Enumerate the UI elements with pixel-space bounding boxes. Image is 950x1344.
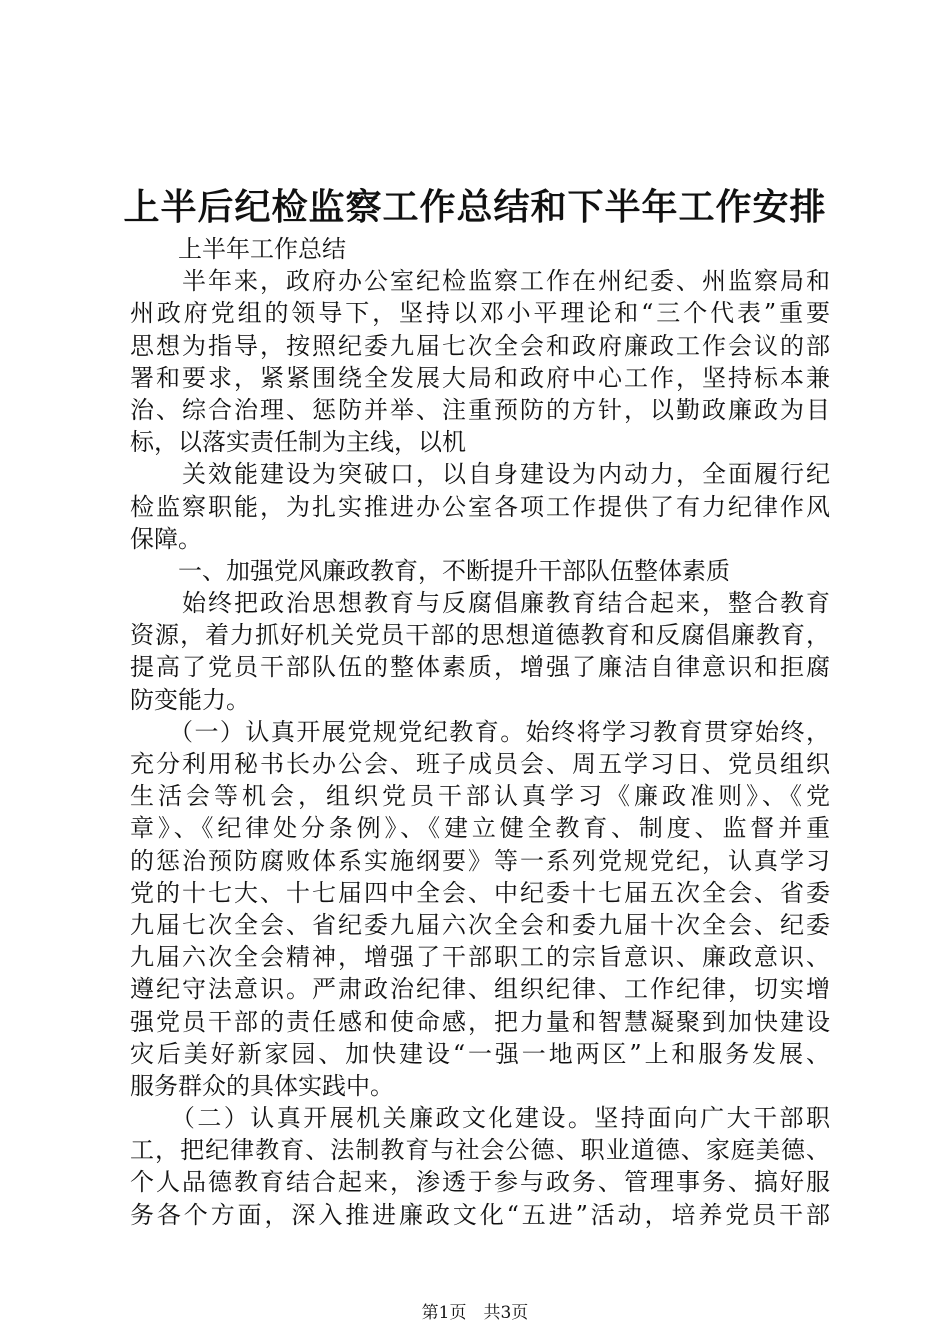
body-text-line: 署和要求，紧紧围绕全发展大局和政府中心工作，坚持标本兼 — [130, 363, 830, 392]
document-body — [130, 233, 830, 1231]
body-text-line: 工，把纪律教育、法制教育与社会公德、职业道德、家庭美德、 — [130, 1136, 830, 1165]
body-text-line: 个人品德教育结合起来，渗透于参与政务、管理事务、搞好服 — [130, 1168, 830, 1197]
body-text-line: 思想为指导，按照纪委九届七次全会和政府廉政工作会议的部 — [130, 331, 830, 360]
body-text-line: 生活会等机会，组织党员干部认真学习《廉政准则》、《党 — [130, 782, 830, 811]
body-text-line: 上半年工作总结 — [130, 235, 346, 263]
body-text-line: （二）认真开展机关廉政文化建设。坚持面向广大干部职 — [130, 1104, 830, 1133]
body-text-line: 章》、《纪律处分条例》、《建立健全教育、制度、监督并重 — [130, 814, 830, 843]
body-text-line: 资源，着力抓好机关党员干部的思想道德教育和反腐倡廉教育， — [130, 621, 830, 650]
body-text-line: 治、综合治理、惩防并举、注重预防的方针，以勤政廉政为目 — [130, 395, 830, 424]
body-text-line: 标，以落实责任制为主线，以机 — [130, 428, 466, 457]
document-title: 上半后纪检监察工作总结和下半年工作安排 — [123, 186, 827, 228]
body-text-line: 州政府党组的领导下，坚持以邓小平理论和“三个代表”重要 — [130, 299, 830, 328]
body-text-line: （一）认真开展党规党纪教育。始终将学习教育贯穿始终， — [130, 717, 830, 746]
body-text-line: 检监察职能，为扎实推进办公室各项工作提供了有力纪律作风 — [130, 492, 830, 521]
page-number-footer: 第1页 共3页 — [421, 1303, 529, 1323]
body-text-line: 始终把政治思想教育与反腐倡廉教育结合起来，整合教育 — [130, 589, 830, 618]
body-text-line: 防变能力。 — [130, 685, 250, 714]
body-text-line: 的惩治预防腐败体系实施纲要》等一系列党规党纪，认真学习 — [130, 846, 830, 875]
body-text-line: 保障。 — [130, 524, 202, 553]
body-text-line: 党的十七大、十七届四中全会、中纪委十七届五次全会、省委 — [130, 878, 830, 907]
body-text-line: 强党员干部的责任感和使命感，把力量和智慧凝聚到加快建设 — [130, 1007, 830, 1036]
body-text-line: 务各个方面，深入推进廉政文化“五进”活动，培养党员干部 — [130, 1200, 830, 1229]
body-text-line: 灾后美好新家园、加快建设“一强一地两区”上和服务发展、 — [130, 1039, 830, 1068]
body-text-line: 充分利用秘书长办公会、班子成员会、周五学习日、党员组织 — [130, 750, 830, 778]
body-text-line: 提高了党员干部队伍的整体素质，增强了廉洁自律意识和拒腐 — [130, 653, 830, 682]
body-text-line: 一、加强党风廉政教育，不断提升干部队伍整体素质 — [130, 556, 730, 585]
body-text-line: 九届七次全会、省纪委九届六次全会和委九届十次全会、纪委 — [130, 910, 830, 939]
body-text-line: 九届六次全会精神，增强了干部职工的宗旨意识、廉政意识、 — [130, 943, 830, 972]
body-text-line: 关效能建设为突破口，以自身建设为内动力，全面履行纪 — [130, 460, 830, 489]
body-text-line: 服务群众的具体实践中。 — [130, 1071, 394, 1100]
body-text-line: 半年来，政府办公室纪检监察工作在州纪委、州监察局和 — [130, 267, 830, 296]
body-text-line: 遵纪守法意识。严肃政治纪律、组织纪律、工作纪律，切实增 — [130, 975, 830, 1004]
